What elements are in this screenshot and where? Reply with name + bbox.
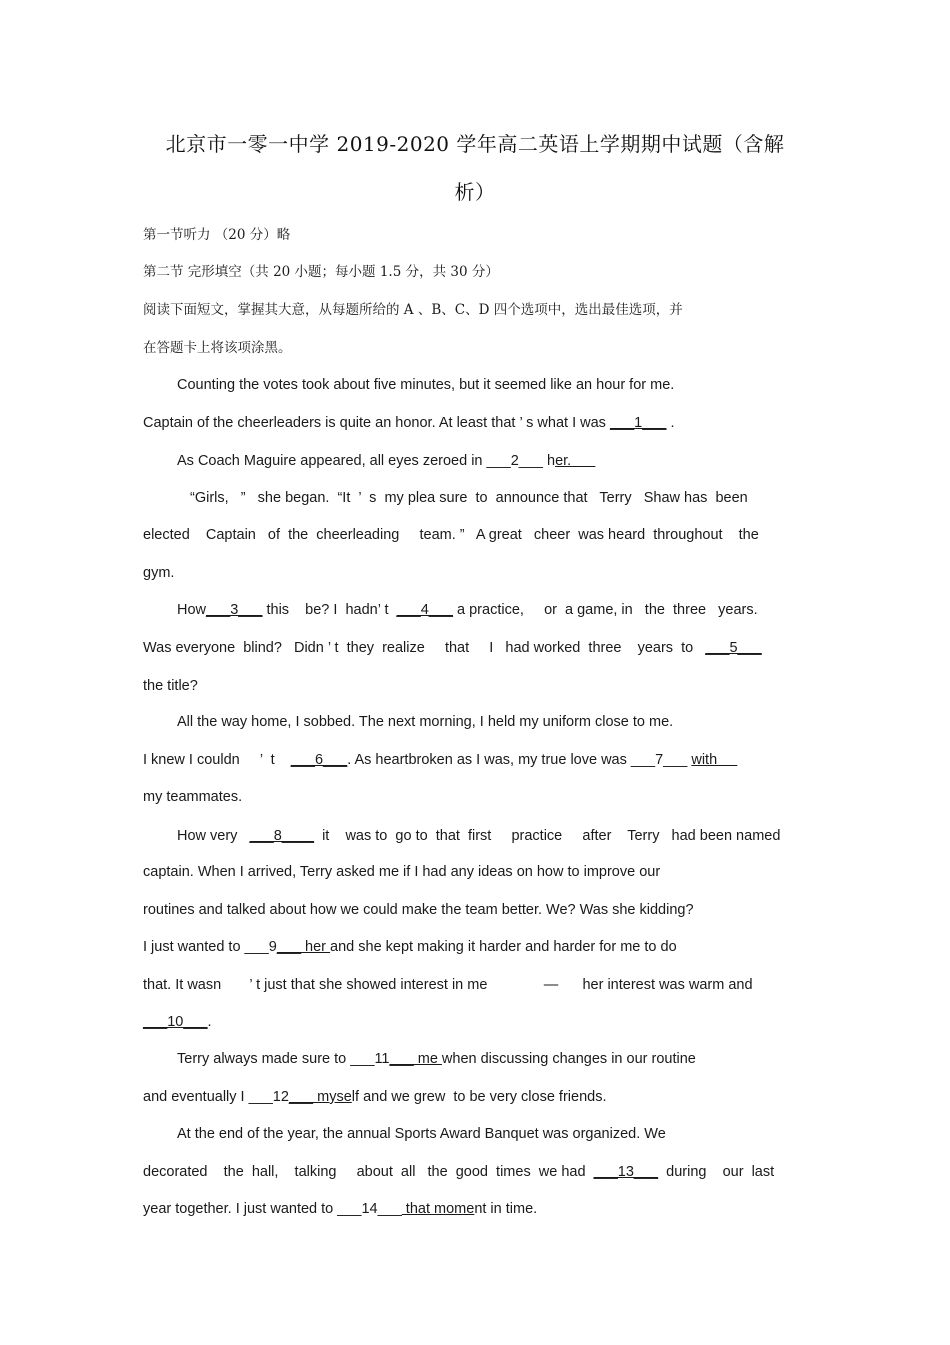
blank-4: ___4___	[396, 602, 453, 618]
passage-text: Was everyone blind? Didn ’ t they realize that I had worked three years to	[143, 640, 706, 656]
document-title-continued: 析）	[454, 180, 496, 204]
underlined-text: ___ me	[389, 1051, 442, 1067]
passage-line	[177, 1049, 847, 1069]
passage-text: I knew I couldn ’ t	[143, 752, 291, 768]
underlined-text: ___ her	[276, 939, 331, 955]
passage-line: At the end of the year, the annual Sports Award Banquet was organized. We	[177, 1126, 666, 1142]
passage-line	[143, 413, 813, 433]
passage-text: .	[666, 415, 675, 431]
blank-13: ___13___	[593, 1164, 659, 1180]
passage-text: and eventually I ___12	[143, 1089, 289, 1105]
passage-text: decorated the hall, talking about all the good times we had	[143, 1164, 594, 1180]
passage-line: elected Captain of the cheerleading team. ” A great cheer was heard throughout the	[143, 527, 759, 543]
passage-text: and she kept making it harder and harder for me to do	[330, 939, 677, 955]
passage-line	[143, 1087, 813, 1107]
blank-6: ___6___	[290, 752, 348, 768]
passage-line: routines and talked about how we could make the team better. We? Was she kidding?	[143, 902, 694, 918]
passage-text: year together. I just wanted to ___14___	[143, 1201, 402, 1217]
passage-line	[143, 1012, 813, 1032]
passage-text: .	[207, 1014, 212, 1030]
passage-line	[177, 451, 847, 471]
underlined-text: ___ myse	[288, 1089, 352, 1105]
underlined-text: er.	[555, 453, 596, 469]
section1-heading: 第一节听力 （20 分）略	[143, 227, 291, 243]
blank-1: ___1___	[609, 415, 667, 431]
passage-text: As Coach Maguire appeared, all eyes zeroed in ___2___ h	[177, 453, 556, 469]
passage-line: my teammates.	[143, 789, 243, 805]
passage-text: How very	[177, 828, 250, 844]
passage-line	[143, 1162, 813, 1182]
reading-instruction: 阅读下面短文，掌握其大意，从每题所给的 A 、B、C、D 四个选项中，选出最佳选项，并	[143, 302, 683, 318]
underlined-text: that mome	[401, 1201, 475, 1217]
passage-text: this be? I hadn’ t	[262, 602, 397, 618]
passage-line	[143, 1199, 813, 1219]
reading-instruction-continued: 在答题卡上将该项涂黑。	[143, 340, 292, 356]
blank-5: ___5___	[705, 640, 762, 656]
passage-text: Terry always made sure to ___11	[177, 1051, 390, 1067]
passage-line	[177, 826, 847, 846]
passage-text: it was to go to that first practice after Terry had been named	[314, 828, 781, 844]
section2-heading: 第二节 完形填空（共 20 小题；每小题 1.5 分，共 30 分）	[143, 264, 499, 280]
passage-text: when discussing changes in our routine	[441, 1051, 696, 1067]
blank-3: ___3___	[206, 602, 263, 618]
passage-line	[143, 937, 813, 957]
passage-text: during our last	[658, 1164, 775, 1180]
passage-line: “Girls, ” she began. “It ’ s my plea sure to announce that Terry Shaw has been	[190, 490, 748, 506]
passage-line: that. It wasn ’ t just that she showed interest in me — her interest was warm and	[143, 977, 753, 993]
passage-text: lf and we grew to be very close friends.	[351, 1089, 607, 1105]
underlined-text: with	[691, 752, 738, 768]
document-title: 北京市一零一中学 2019-2020 学年高二英语上学期期中试题（含解	[165, 132, 785, 156]
passage-text: nt in time.	[474, 1201, 538, 1217]
passage-text: a practice, or a game, in the three years.	[453, 602, 758, 618]
passage-line: the title?	[143, 678, 198, 694]
passage-line: All the way home, I sobbed. The next morning, I held my uniform close to me.	[177, 714, 674, 730]
passage-line	[177, 600, 847, 620]
passage-line	[143, 750, 813, 770]
blank-10: ___10___	[143, 1014, 208, 1030]
passage-text: . As heartbroken as I was, my true love was ___7___	[347, 752, 692, 768]
passage-line: gym.	[143, 565, 175, 581]
passage-text: Captain of the cheerleaders is quite an honor. At least that ’ s what I was	[143, 415, 606, 431]
passage-line	[143, 638, 813, 658]
passage-line: captain. When I arrived, Terry asked me if I had any ideas on how to improve our	[143, 864, 661, 880]
blank-8: ___8____	[249, 828, 315, 844]
passage-text: I just wanted to ___9	[143, 939, 277, 955]
passage-text: How	[177, 602, 207, 618]
passage-line: Counting the votes took about five minutes, but it seemed like an hour for me.	[177, 377, 675, 393]
